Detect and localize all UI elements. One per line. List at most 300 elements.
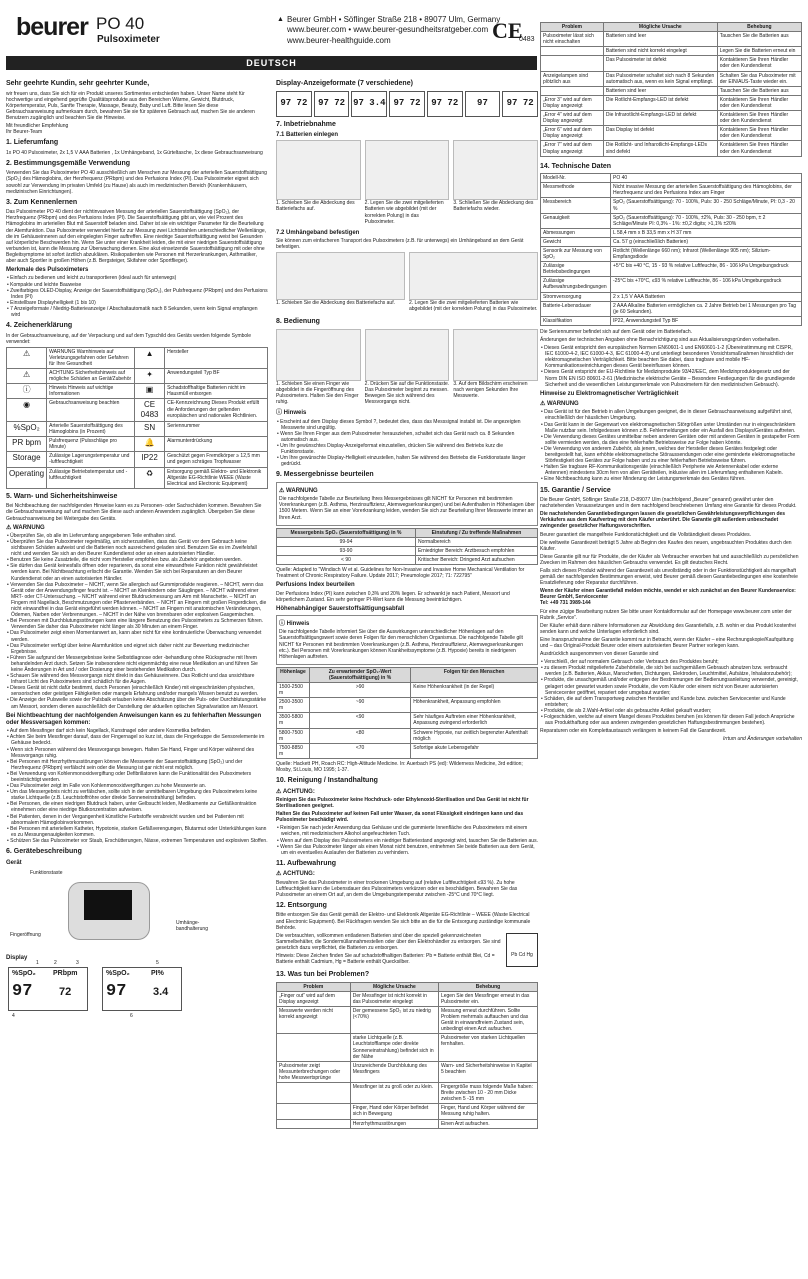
list-item: • 7 Anzeigeformate / Niedrig-Batterieanzeige / Abschaltautomatik nach 8 Sekunden, wenn kein Signal empfangen wird [6, 306, 268, 318]
column-header: Behebung [438, 982, 537, 991]
table-row [541, 71, 802, 86]
pi-title: Perfusions Index beurteilen [276, 582, 355, 589]
table-row [7, 467, 268, 488]
list-item: • Wenn Sie Ihren Finger aus dem Pulsoximeter herausziehen, schaltet sich das Gerät nach ca. 8 Sekunden automatisch aus. [276, 431, 538, 443]
column-header: Einstufung / Zu treffende Maßnahmen [415, 528, 537, 537]
table-cell: Das Display ist defekt [603, 126, 717, 141]
info-icon: ⓘ [276, 410, 284, 417]
table-row [541, 277, 802, 292]
symbol-icon: ✦ [135, 369, 165, 384]
column-header: Behebung [717, 23, 801, 32]
info-icon: ⓘ [279, 621, 287, 627]
table-cell: Pulsoximeter zeigt Messunterbrechungen oder hohe Messwertsprünge [277, 1061, 351, 1082]
list-item: • Einfach zu bedienen und leicht zu transportieren (ideal auch für unterwegs) [6, 275, 268, 281]
list-item: • Die Anzeige der Pulswelle sowie der Pulsbalk erlauben keine Abschätzung über die Puls- oder Durchblutungsstärke am Messort, sondern dienen ausschließlich der Darstellung der aktuellen optischen Signalvariation am Messort. [6, 697, 268, 709]
list-item: • Erscheint auf dem Display dieses Symbol ?, bedeutet dies, dass das Messsignal instabil ist. Die angezeigten Messwerte sind ungültig. [276, 419, 538, 431]
symbol-icon: ◉ [7, 399, 47, 422]
table-cell: 93-90 [277, 546, 416, 555]
table-cell: PO 40 [611, 174, 802, 183]
table-row [541, 32, 802, 47]
table-cell: Schadstoffhaltige Batterien nicht im Hausmüll entsorgen [165, 384, 268, 399]
list-item: • Dieses Gerät ist nicht dafür bestimmt, durch Personen (einschließlich Kinder) mit eingeschränkten physischen, sensorischen oder geistigen Fähigkeiten oder mangels Erfahrung und/oder mangels Wissen benutzt zu werden. [6, 685, 268, 697]
ce-number: 0483 [519, 36, 535, 43]
table-cell: <70 [309, 743, 410, 758]
s5-intro: Bei Nichtbeachtung der nachfolgenden Hinweise kann es zu Personen- oder Sachschäden kommen. Bewahren Sie die Gebrauchsanweisung auf und machen Sie diese auch anderen Anwendern zugänglich. Übergeben Sie diese Gebrauchsanweisung bei Weitergabe des Geräts. [6, 503, 262, 522]
table-cell: <80 [309, 728, 410, 743]
table-cell: 2 AAA Alkaline Batterien ermöglichen ca. 2 Jahre Betrieb bei 1 Messungen pro Tag (je 60 Sekunden). [611, 301, 802, 316]
table-row [7, 384, 268, 399]
table-cell: Normalbereich [415, 537, 537, 546]
s7-sub1: 7.1 Batterien einlegen [276, 132, 339, 139]
language-band: DEUTSCH [6, 56, 537, 70]
callout-4: 4 [12, 1013, 15, 1020]
warranty-p4: Die weltweite Garantiezeit beträgt 5 Jahre ab Beginn des Kaufes des neuen, ungebrauchten Produktes durch den Käufer. [540, 539, 792, 552]
altitude-table [276, 667, 538, 759]
table-row [277, 1119, 538, 1128]
table-cell: Ca. 57 g (einschließlich Batterien) [611, 237, 802, 246]
ce-mark: CE [492, 18, 523, 43]
table-cell: Zulässige Betriebsbedingungen [541, 262, 611, 277]
warranty-p10: Für eine zügige Bearbeitung nutzen Sie bitte unser Kontaktformular auf der Homepage www.beurer.com unter der Rubrik „Service“. [540, 608, 792, 621]
table-cell: Messwerte werden nicht korrekt angezeigt [277, 1007, 351, 1034]
table-row [277, 682, 538, 697]
table-cell: Die Rotlicht-Empfangs-LED ist defekt [603, 95, 717, 110]
table-cell: Arterielle Sauerstoffsättigung des Hämoglobins (in Prozent) [47, 421, 135, 436]
display-format: 97 72 [427, 91, 463, 117]
safety-list [6, 533, 268, 710]
table-row [541, 262, 802, 277]
display-format: 97 [465, 91, 501, 117]
list-item: • Sie dürfen das Gerät keinesfalls öffnen oder reparieren, da sonst eine einwandfreie Funktion nicht gewährleistet werden kann. Bei Nichtbeachtung erlischt die Garantie. Wenden Sie sich bei Reparaturen an den Beurer Kundendienst oder an einen autorisierten Händler. [6, 563, 268, 581]
table-row [277, 1104, 538, 1119]
list-item: • Folgeschäden, welche auf einem Mangel dieses Produktes beruhen (es können für diesen Fall jedoch Ansprüche aus Produkthaftung oder aus anderen zwingenden gesetzlichen Haftungsbestimmungen bestehen). [540, 714, 802, 726]
table-cell: Einen Arzt aufsuchen. [438, 1119, 537, 1128]
callout-3: 3 [76, 960, 79, 967]
lanyard-image-1 [276, 252, 405, 300]
s9-source: Quelle: Adapted to "Windisch W et al. Guidelines for Non-Invasive and Invasive Home Mechanical Ventilation for Treatment of Chronic Respiratory Failure. Update 2017; Pneumologie 2017; 71: 722795" [276, 567, 525, 580]
table-cell: „Error 7“ wird auf dem Display angezeigt [541, 141, 604, 156]
s11-warning: ⚠ ACHTUNG: [276, 871, 315, 878]
s9-warning: ⚠ WARNUNG Die nachfolgende Tabelle zur Beurteilung Ihres Messergebnisses gilt NICHT für Personen mit bestimmten Vorerkrankungen (z.B. Asthma, Herzinsuffizienz, Atemwegserkrankungen) und bei Aufenthalten in Höhenlagen über 1500 Metern. Wenn Sie an einer Vorerkrankung leiden, wenden Sie sich zur Beurteilung Ihrer Messwerte immer an Ihren Arzt. [276, 482, 538, 526]
op-image-1 [276, 329, 361, 381]
table-cell: Anwendungsteil Typ BF [165, 369, 268, 384]
symbol-icon: %SpO₂ [7, 421, 47, 436]
s14-after2: Änderungen der technischen Angaben ohne Benachrichtigung sind aus Aktualisierungsgründen vorbehalten. [540, 337, 780, 343]
list-item: • Wenn sich Personen während des Messvorgangs bewegen. Halten Sie Hand, Finger und Körper während des Messvorgangs ruhig. [6, 747, 268, 759]
warranty-p11: Der Käufer erhält dann nähere Informationen zur Abwicklung des Garantiefalls, z.B. wohin er das Produkt kostenfrei senden kann und welche Unterlagen erforderlich sind. [540, 622, 796, 635]
table-row [541, 141, 802, 156]
warranty-list [540, 659, 802, 726]
table-cell: -25°C bis +70°C, ≤93 % relative Luftfeuchte, 86 - 106 kPa Umgebungsdruck [611, 277, 802, 292]
s5-warning: ⚠ WARNUNG [6, 524, 45, 531]
list-item: • Bei Verwendung von Kohlenmonoxidvergiftung oder Defibrillatoren kann die Funktionalität des Pulsoximeters beeinträchtigt werden. [6, 771, 268, 783]
list-item: • Wenn Sie das Pulsoximeter länger als einen Monat nicht benutzen, entnehmen Sie beide Batterien aus dem Gerät, um ein eventuelles Auslaufen der Batterien zu verhindern. [276, 844, 538, 856]
list-item: • Das Pulsoximeter verfügt über keine Alarmfunktion und eignet sich daher nicht zur Bewertung medizinischer Ergebnisse. [6, 643, 268, 655]
s15-title: 15. Garantie / Service [540, 486, 611, 494]
table-cell: Fingergröße muss folgende Maße haben: Breite zwischen 10 - 20 mm Dicke zwischen 5 -15 mm [438, 1083, 537, 1104]
s7-text2: Sie können zum einfacheren Transport des Pulsoximeters (z.B. für unterwegs) ein Umhängeband an dem Gerät befestigen. [276, 238, 524, 251]
warning-icon: ⚠ [276, 871, 283, 878]
table-cell: Der Messfinger ist nicht korrekt in das Pulsoximeter eingelegt [350, 991, 438, 1006]
s7-sub2: 7.2 Umhängeband befestigen [276, 229, 360, 236]
table-cell: 7500-8850 m [277, 743, 310, 758]
table-cell [541, 56, 604, 71]
table-cell: Kontaktieren Sie Ihren Händler oder den Kundendienst [717, 141, 801, 156]
table-cell: ~90 [309, 698, 410, 713]
callout-2: 2 [54, 960, 57, 967]
s2-title: 2. Bestimmungsgemäße Verwendung [6, 159, 131, 167]
list-item: • Benutzen Sie keine Zusatzteile, die nicht vom Hersteller empfohlen bzw. als Zubehör angeboten werden. [6, 557, 268, 563]
list-item: • Um Ihr gewünschtes Display-Anzeigeformat einzustellen, drücken Sie während des Betriebs kurz die Funktionstaste. [276, 443, 538, 455]
table-cell: IP22, Anwendungsteil Typ BF [611, 316, 802, 325]
symbol-icon: IP22 [135, 452, 165, 467]
band-label: Umhänge-bandhalterung [176, 919, 208, 932]
table-row [541, 174, 802, 183]
list-item: • Das Pulsoximeter zeigt im Falle von Kohlenmonoxidvergiftungen zu hohe Messwerte an. [6, 783, 268, 789]
warranty-p12: Eine Inanspruchnahme der Garantie kommt nur in Betracht, wenn der Käufer – eine Rechnungskopie/Kaufquittung und – das Original-Produkt Beurer oder einem autorisierten Beurer Partner vorlegen kann. [540, 636, 794, 649]
battery-image-1 [276, 140, 361, 200]
table-cell: Unzureichende Durchblutung des Messfingers [350, 1061, 438, 1082]
table-cell: Finger, Hand und Körper während der Messung ruhig halten. [438, 1104, 537, 1119]
table-cell: Das Pulsoximeter schaltet sich nach 8 Sekunden automatisch aus, wenn es kein Signal empfängt. [603, 71, 717, 86]
list-item: • Kompakte und leichte Bauweise [6, 282, 268, 288]
table-cell: Hinweis Hinweis auf wichtige Informationen [47, 384, 135, 399]
table-row [7, 399, 268, 422]
s12-battery-block [276, 933, 538, 967]
spo2-label: %SpO₂ [12, 970, 36, 978]
table-cell: Tauschen Sie die Batterien aus [717, 32, 801, 47]
display-format: 97 72 [276, 91, 312, 117]
table-row [541, 183, 802, 198]
table-cell: Keine Höhenkrankheit (in der Regel) [411, 682, 538, 697]
s3-text: Das Pulsoximeter PO 40 dient der nichtinvasiven Messung der arteriellen Sauerstoffsättigung (SpO₂), der Herzfrequenz (PRbpm) und des Perfusions Index (PI). Die Sauerstoffsättigung gibt an, wie viel Prozent des Hämoglobins im arteriellen Blut mit Sauerstoff beladen sind. Daher ist sie ein wichtiger Parameter für die Beurteilung der Atemfunktion. Das Pulsoximeter verwendet hierfür zur Messung zwei Lichtstrahlen unterschiedlicher Wellenlänge, die im Gehäuseinneren auf den eingelegten Finger auftreffen. Eine niedrige Sauerstoffsättigung weist bei Gesunden auf körperliche Beschwerden hin. Wenn Sie unter einer Krankheit leiden, die mit einer niedrigen Sauerstoffsättigung verbunden ist, kann die Messung zur Überwachung dienen. Eine akut einsetzende Sauerstoffsättigung mit oder ohne Begleitsymptome ist sofort ärztlich abzuklären. Risikopatienten wie Personen mit Herzerkrankungen, Asthmatiker, aber auch Sportler in großen Höhen (z.B. Bergsteiger, Skifahrer oder Sportflieger). [6, 209, 267, 264]
table-row [541, 95, 802, 110]
table-cell: 1500-2500 m [277, 682, 310, 697]
symbol-icon: PR bpm [7, 437, 47, 452]
altitude-note-text: Die nachfolgende Tabelle informiert Sie über die Auswirkungen unterschiedlicher Höhenlagen auf den Sauerstoffsättigungswert sowie deren Folgen für den menschlichen Organismus. Die nachfolgende Tabelle gilt NICHT für Personen mit bestimmten Vorerkrankungen (z.B. Asthma, Herzinsuffizienz, Atemwegserkrankungen etc.). Bei Personen mit Vorerkrankungen können Krankheitssymptome (z.B. Hypoxie) bereits in niedrigeren Höhenlagen auftreten. [279, 629, 524, 660]
s12-title: 12. Entsorgung [276, 901, 327, 909]
column-header: Zu erwartender SpO₂-Wert (Sauerstoffsättigung) in % [309, 667, 410, 682]
finger-label: Fingeröffnung [10, 931, 41, 938]
list-item: • Dieses Gerät entspricht der EU-Richtlinie für Medizinprodukte 93/42/EEC, dem Medizinproduktegesetz und der Norm DIN EN ISO 80601-2-61 (Medizinische elektrische Geräte – Besondere Festlegungen für die grundlegende Sicherheit und die wesentlichen Leistungsmerkmale von Pulsoximetern für den medizinischen Gebrauch). [540, 369, 802, 387]
s4-title: 4. Zeichenerklärung [6, 322, 73, 330]
table-cell: Sensorik zur Messung von SpO₂ [541, 246, 611, 261]
s8-note: ⓘ Hinweis [276, 410, 307, 417]
list-item: • Produkte, die unsachgemäß und/oder entgegen der Bestimmungen der Bedienungsanleitung verwendet, gereinigt, gelagert oder gewartet wurden sowie Produkte, die vom Käufer oder einem nicht von Beurer autorisierten Servicecenter geöffnet, repariert oder umgebaut wurden; [540, 677, 802, 695]
table-row [277, 1034, 538, 1061]
list-item: • Dieses Gerät entspricht den europäischen Normen EN60601-1 und EN60601-1-2 (Übereinstimmung mit CISPR, IEC 61000-4-2, IEC 61000-4-3, IEC 61000-4-8) und unterliegt besonderen Vorsichtsmaßnahmen hinsichtlich der elektromagnetischen Verträglichkeit. Bitte beachten Sie dabei, dass tragbare und mobile HF-Kommunikationseinrichtungen dieses Gerät beeinflussen können. [540, 345, 802, 369]
spo2-table [276, 528, 538, 565]
lanyard-image-2 [409, 252, 538, 300]
table-cell: Batterien sind leer [603, 86, 717, 95]
table-cell: Batterien sind leer [603, 32, 717, 47]
warranty-p8: Beurer GmbH, Servicecenter [540, 594, 609, 601]
table-row [7, 369, 268, 384]
column-header: Mögliche Ursache [350, 982, 438, 991]
table-row [541, 47, 802, 56]
column-header: Mögliche Ursache [603, 23, 717, 32]
table-cell: Alarmunterdrückung [165, 437, 268, 452]
table-cell: Zulässige Lagerungstemperatur und -luftfeuchtigkeit [47, 452, 135, 467]
symbol-icon: ♻ [135, 467, 165, 488]
table-cell: Messung erneut durchführen. Sollte Problem mehrmals auftauchen und das Gerät in einwandfreiem Zustand sein, unbedingt einen Arzt aufsuchen. [438, 1007, 537, 1034]
symbol-icon: ⚠ [7, 369, 47, 384]
device-figure [6, 868, 268, 952]
list-item: • Um das Messergebnis nicht zu verfälschen, sollte sich in der unmittelbaren Umgebung des Pulsoximeters keine starke Lichtquelle (z.B. Leuchtstoffröhre oder direkte Sonneneinstrahlung) befinden. [6, 789, 268, 801]
s12-text2: Die verbrauchten, vollkommen entladenen Batterien sind über die speziell gekennzeichneten Sammelbehälter, die Sondermüllannahmestellen oder über den Elektrohändler zu entsorgen. Sie sind gesetzlich dazu verpflichtet, die Batterien zu entsorgen. [276, 932, 501, 951]
table-cell: Höhenkrankheit, Anpassung empfohlen [411, 698, 538, 713]
spo2-value: 97 [12, 982, 33, 1002]
column-header: Folgen für den Menschen [411, 667, 538, 682]
table-cell: Die Infrarotlicht-Empfangs-LED ist defekt [603, 111, 717, 126]
table-cell: Zulässige Aufbewahrungsbedingungen [541, 277, 611, 292]
spo2-value: 97 [106, 982, 127, 1002]
table-header-row [541, 23, 802, 32]
s2-text: Verwenden Sie das Pulsoximeter PO 40 ausschließlich am Menschen zur Messung der arteriellen Sauerstoffsättigung (SpO₂) des Hämoglobins, der Herzfrequenz (PRbpm) und des Perfusions Index (PI). Das Pulsoximeter eignet sich sowohl zur Verwendung im privaten Umfeld (zu Hause) als auch im medizinischen Bereich (Krankenhäusern, medizinischen Einrichtungen). [6, 170, 267, 195]
table-cell: Kontaktieren Sie Ihren Händler oder den Kundendienst [717, 111, 801, 126]
s6b-title: Display-Anzeigeformate (7 verschiedene) [276, 80, 413, 87]
list-item: • Eine Nichtbeachtung kann zu einer Minderung der Leistungsmerkmale des Gerätes führen. [540, 476, 802, 482]
table-cell [541, 86, 604, 95]
table-cell [277, 1034, 351, 1061]
table-cell: Messfinger ist zu groß oder zu klein. [350, 1083, 438, 1104]
list-item: • Führen Sie aufgrund der Messergebnisse keine Selbstdiagnose oder -behandlung ohne Rücksprache mit Ihrem behandelnden Arzt durch. Setzen Sie insbesondere nicht eigenmächtig eine neue Medikation an und führen Sie keine Änderungen in Art und / oder Dosierung einer bestehenden Medikation durch. [6, 655, 268, 673]
table-row [541, 126, 802, 141]
table-cell: Sofortige akute Lebensgefahr [411, 743, 538, 758]
list-item: • Einstellbare Displayhelligkeit (1 bis 10) [6, 300, 268, 306]
display-format: 97 72 [389, 91, 425, 117]
table-cell: „Error 3“ wird auf dem Display angezeigt [541, 95, 604, 110]
s14-title: 14. Technische Daten [540, 162, 612, 170]
warranty-p13: Ausdrücklich ausgenommen von dieser Garantie sind [540, 651, 659, 658]
table-cell: „Error 6“ wird auf dem Display angezeigt [541, 126, 604, 141]
intro-text: wir freuen uns, dass Sie sich für ein Produkt unseres Sortimentes entschieden haben. Unser Name steht für hochwertige und eingehend geprüfte Qualitätsprodukte aus den Bereichen Wärme, Gewicht, Blutdruck, Körpertemperatur, Puls, Sanfte Therapie, Massage, Beauty, Baby und Luft. Bitte lesen Sie diese Gebrauchsanweisung aufmerksam durch, bewahren Sie sie für späteren Gebrauch auf, machen Sie sie anderen Benutzern zugänglich und beachten Sie die Hinweise. [6, 90, 255, 121]
table-row [541, 316, 802, 325]
bin-icon: Pb Cd Hg [506, 933, 538, 967]
list-item: • Das Gerät kann in der Gegenwart von elektromagnetischen Störgrößen unter Umständen nur in eingeschränktem Maße nutzbar sein. Infolgedessen können z.B. Fehlermeldungen oder ein Ausfall des Displays/Gerätes auftreten. [540, 422, 802, 434]
format-strip [276, 91, 538, 117]
list-item: • Bei Personen mit arteriellem Katheter, Hypotonie, starken Gefäßverengungen, Blutarmut oder Unterkühlungen kann es zu Messungenauigkeiten kommen. [6, 826, 268, 838]
s8-title: 8. Bedienung [276, 318, 320, 326]
table-cell: SpO₂ (Sauerstoffsättigung): 70 - 100%, ±2%, Puls: 30 - 250 bpm, ± 2 Schläge/Minute PI: 0,3% - 1%: ±0,2 digits; >1,1% ±20% [611, 213, 802, 228]
table-cell: Das Pulsoximeter ist defekt [603, 56, 717, 71]
op-step-2: 2. Drücken Sie auf die Funktionstaste. Das Pulsoximeter beginnt zu messen. Bewegen Sie sich während des Messvorgangs nicht. [365, 329, 450, 407]
table-row [277, 1083, 538, 1104]
list-item: • Schäden, die auf dem Transportweg zwischen Hersteller und Kunde bzw. zwischen Servicecenter und Kunde entstehen; [540, 696, 802, 708]
warranty-p14: Reparaturen oder ein Komplettaustausch verlängern in keinem Fall die Garantiezeit. [540, 728, 727, 735]
emv-list [540, 409, 802, 482]
table-cell [277, 1119, 351, 1128]
device-screen [84, 890, 132, 920]
list-item: • Das Gerät ist für den Betrieb in allen Umgebungen geeignet, die in dieser Gebrauchsanweisung aufgeführt sind, einschließlich der häuslichen Umgebung. [540, 409, 802, 421]
table-cell: Gewicht [541, 237, 611, 246]
warranty-p2: Die nachstehenden Garantiebedingungen lassen die gesetzlichen Gewährleistungsverpflichtungen des Verkäufers aus dem Kaufvertrag mit dem Käufer unberührt. Die Garantie gilt außerdem unbeschadet zwingender gesetzlicher Haftungsvorschriften. [540, 511, 786, 530]
table-cell: Legen Sie den Messfinger erneut in das Pulsoximeter ein. [438, 991, 537, 1006]
s10-text1: Reinigen Sie das Pulsoximeter keine Hochdruck- oder Ethylenoxid-Sterilisation und Das Gerät ist nicht für Sterilisationen geeignet. [276, 796, 529, 810]
s11-text: Bewahren Sie das Pulsoximeter in einer trockenen Umgebung auf (relative Luftfeuchtigkeit ≤93 %). Zu hohe Luftfeuchtigkeit kann die Lebensdauer des Pulsoximeters verkürzen oder es beschädigen. Bewahren Sie das Pulsoximeter an einem Ort auf, an dem die Umgebungstemperatur zwischen -25°C und 70°C liegt. [276, 879, 518, 898]
table-cell: 2 x 1,5 V AAA Batterien [611, 292, 802, 301]
web-links: www.beurer.com • www.beurer-gesundheitsratgeber.com [287, 25, 489, 35]
list-item: • zu diesem Produkt mitgelieferte Zubehörteile, die sich bei sachgemäßem Gebrauch abnutzen bzw. verbraucht werden (z.B. Batterien, Akkus, Manschetten, Dichtungen, Elektroden, Leuchtmittel, Aufsätze, Inhalatorzubehör); [540, 665, 802, 677]
table-cell: Schalten Sie das Pulsoximeter mit der EIN/AUS-Taste wieder ein. [717, 71, 801, 86]
features-list [6, 275, 268, 318]
web-links-2: www.beurer-healthguide.com [287, 35, 391, 45]
s6-title: 6. Gerätebeschreibung [6, 848, 82, 856]
lanyard-step-2: 2. Legen Sie die zwei mitgelieferten Batterien wie abgebildet (mit der korrekten Polung) in das Pulsoximeter. [409, 252, 538, 314]
table-row [277, 555, 538, 564]
table-cell: Pulsoximeter lässt sich nicht einschalten [541, 32, 604, 47]
table-row [541, 111, 802, 126]
symbol-icon: Storage [7, 452, 47, 467]
pr-value: 72 [59, 986, 72, 999]
table-cell: Genauigkeit [541, 213, 611, 228]
display-format: 97 72 [314, 91, 350, 117]
battery-step-1: 1. Schieben Sie die Abdeckung des Batteriefachs auf. [276, 140, 361, 226]
op-step-3: 3. Auf dem Bildschirm erscheinen nach wenigen Sekunden Ihre Messwerte. [453, 329, 538, 407]
warranty-p1: Die Beurer GmbH, Söflinger Straße 218, D-89077 Ulm (nachfolgend „Beurer“ genannt) gewährt unter den nachstehenden Voraussetzungen und in dem nachfolgend beschriebenen Umfang eine Garantie für dieses Produkt. [540, 497, 797, 510]
battery-step-3: 3. Schließen Sie die Abdeckung des Batteriefachs wieder. [453, 140, 538, 226]
list-item: • Zweifarbiges OLED-Display, Anzeige der Sauerstoffsättigung (SpO₂), der Pulsfrequenz (PRbpm) und des Perfusions Index (PI) [6, 288, 268, 300]
s9-warning-text: Die nachfolgende Tabelle zur Beurteilung Ihres Messergebnisses gilt NICHT für Personen mit bestimmten Vorerkrankungen (z.B. Asthma, Herzinsuffizienz, Atemwegserkrankungen) und bei Aufenthalten in Höhenlagen über 1500 Metern. Wenn Sie an einer Vorerkrankung leiden, wenden Sie sich zur Beurteilung Ihrer Messwerte immer an Ihren Arzt. [279, 496, 535, 521]
display-screen-1 [8, 967, 88, 1011]
table-row [7, 437, 268, 452]
table-cell: Gebrauchsanweisung beachten [47, 399, 135, 422]
list-item: • Bei Personen mit Durchblutungsstörungen kann eine längere Benutzung des Pulsoximeters zu Schmerzen führen. Verwenden Sie daher das Pulsoximeter nicht länger als 30 Minuten an einem Finger. [6, 618, 268, 630]
table-cell: Kontaktieren Sie Ihren Händler oder den Kundendienst [717, 95, 801, 110]
table-row [277, 698, 538, 713]
column-header: Problem [541, 23, 604, 32]
table-cell [277, 1083, 351, 1104]
list-item: • Reinigen Sie nach jeder Anwendung das Gehäuse und die gummierte Innenfläche des Pulsoximeters mit einem weichen, mit medizinischem Alkohol angefeuchteten Tuch. [276, 825, 538, 837]
table-cell: Sehr häufiges Auftreten einer Höhenkrankheit, Anpassung zwingend erforderlich [411, 713, 538, 728]
warranty-p6: Falls sich dieses Produkt während der Garantiezeit als unvollständig oder in der Funktionstüchtigkeit als mangelhaft gemäß der nachfolgenden Bestimmungen erweist, wird Beurer gemäß diesen Garantiebedingungen eine kostenfreie Ersatzlieferung oder Reparatur durchführen. [540, 567, 798, 587]
table-cell: Der gemessene SpO₂ ist zu niedrig (<70%) [350, 1007, 438, 1034]
table-cell: Tauschen Sie die Batterien aus [717, 86, 801, 95]
table-cell: Batterien sind nicht korrekt eingelegt [603, 47, 717, 56]
display-format: 97 72 [502, 91, 538, 117]
symbol-icon: ▣ [135, 384, 165, 399]
intro-sign: Ihr Beurer-Team [6, 129, 43, 136]
brand-logo: beurer [16, 13, 88, 41]
table-cell: Schwere Hypoxie, nur zeitlich begrenzter Aufenthalt möglich [411, 728, 538, 743]
table-cell: Messbereich [541, 198, 611, 213]
list-item: • Um Ihre gewünschte Display-Helligkeit einzustellen, halten Sie während des Betriebs die Funktionstaste länger gedrückt. [276, 455, 538, 467]
lanyard-step-1: 1. Schieben Sie die Abdeckung des Batteriefachs auf. [276, 252, 405, 314]
measurement-list [6, 728, 268, 844]
s13-title: 13. Was tun bei Problemen? [276, 971, 370, 979]
table-row [277, 537, 538, 546]
column-3 [540, 22, 802, 1276]
symbol-icon: SN [135, 421, 165, 436]
s3-title: 3. Zum Kennenlernen [6, 198, 78, 206]
column-1 [6, 74, 268, 1274]
table-row [541, 56, 802, 71]
s7-title: 7. Inbetriebnahme [276, 120, 336, 128]
symbol-icon: CE 0483 [135, 399, 165, 422]
table-cell: 2500-3500 m [277, 698, 310, 713]
pi-value: 3.4 [153, 986, 169, 999]
table-cell: „Finger out“ wird auf dem Display angezeigt [277, 991, 351, 1006]
battery-image-2 [365, 140, 450, 200]
table-cell: < 90 [277, 555, 416, 564]
table-cell: Kontaktieren Sie Ihren Händler oder den Kundendienst [717, 56, 801, 71]
table-cell: Abmessungen [541, 228, 611, 237]
warranty-p7: Wenn der Käufer einen Garantiefall melden möchte, wendet er sich zunächst an den Beurer Kundenservice: [540, 588, 796, 595]
s14-list [540, 345, 802, 388]
table-row [277, 743, 538, 758]
table-cell: Legen Sie die Batterien erneut ein [717, 47, 801, 56]
list-item: • Produkte, die als 2.Wahl-Artikel oder als gebrauchte Artikel gekauft wurden; [540, 708, 802, 714]
tech-table [540, 173, 802, 326]
list-item: • Achten Sie beim Messfinger darauf, dass der Fingernagel so kurz ist, dass die Fingerkuppe die Sensorelemente im Gehäuse bedeckt. [6, 734, 268, 746]
table-cell: Klassifikation [541, 316, 611, 325]
table-row [541, 198, 802, 213]
table-cell: Die Rotlicht- und Infrarotlicht-Empfangs-LEDs sind defekt [603, 141, 717, 156]
table-cell: SpO₂ (Sauerstoffsättigung): 70 - 100%, Puls: 30 - 250 Schläge/Minute, PI: 0,3 - 20 % [611, 198, 802, 213]
problems-table-2 [540, 22, 802, 157]
list-item: • Überprüfen Sie, ob alle im Lieferumfang angegebenen Teile enthalten sind. [6, 533, 268, 539]
symbol-icon: ▲ [135, 347, 165, 368]
warranty-p3: Beurer garantiert die mangelfreie Funktionstüchtigkeit und die Vollständigkeit dieses Produktes. [540, 531, 751, 538]
table-cell: Pulsfrequenz (Pulsschläge pro Minute) [47, 437, 135, 452]
table-header-row [277, 528, 538, 537]
table-cell: Pulsoximeter von starken Lichtquellen fernhalten. [438, 1034, 537, 1061]
list-item: • Wenn auf dem Display des Pulsoximeters ein niedriger Batteriestand angezeigt wird, tauschen Sie die Batterien aus. [276, 838, 538, 844]
s10-text2: Halten Sie das Pulsoximeter auf keinen Fall unter Wasser, da sonst Flüssigkeit eindringen kann und das Pulsoximeter beschädigt wird. [276, 811, 524, 824]
table-row [7, 452, 268, 467]
company-address: Beurer GmbH • Söflinger Straße 218 • 89077 Ulm, Germany [287, 15, 501, 24]
s14-after: Die Seriennummer befindet sich auf dem Gerät oder im Batteriefach. [540, 328, 693, 335]
list-item: • Schauen Sie während des Messvorgangs nicht direkt in das Gehäuseinnere. Das Rotlicht und das unsichtbare Infrarot Licht des Pulsoximeters sind schädlich für die Augen. [6, 673, 268, 685]
table-cell: starke Lichtquelle (z.B. Leuchtstofflampe oder direkte Sonneneinstrahlung) befindet sich in der Nähe [350, 1034, 438, 1061]
table-cell: WARNUNG Warnhinweis auf Verletzungsgefahren oder Gefahren für Ihre Gesundheit [47, 347, 135, 368]
list-item: • Die Verwendung von anderem Zubehör, als jenem, welches der Hersteller dieses Gerätes festgelegt oder bereitgestellt hat, kann erhöhte elektromagnetische Störaussendungen oder eine geminderte elektromagnetische Störfestigkeit des Gerätes zur Folge haben und zu einer fehlerhaften Betriebsweise führen. [540, 446, 802, 464]
callout-6: 6 [130, 1013, 133, 1020]
op-image-2 [365, 329, 450, 381]
display-figure [6, 960, 268, 1023]
column-2 [276, 74, 538, 1274]
s11-title: 11. Aufbewahrung [276, 859, 337, 867]
table-cell: Batterie-Lebensdauer [541, 301, 611, 316]
op-image-3 [453, 329, 538, 381]
s5-title: 5. Warn- und Sicherheitshinweise [6, 492, 118, 500]
warning-icon: ⚠ [6, 524, 14, 531]
table-cell: Stromversorgung [541, 292, 611, 301]
warranty-footer: Irrtum und Änderungen vorbehalten [723, 736, 802, 743]
table-cell: Finger, Hand oder Körper befindet sich in Bewegung [350, 1104, 438, 1119]
warranty-p5: Diese Garantie gilt nur für Produkte, die der Käufer als Verbraucher erworben hat und ausschließlich zu persönlichen Zwecken im Rahmen des häuslichen Gebrauchs verwendet. Es gilt deutsches Recht. [540, 553, 799, 566]
warning-icon: ⚠ [540, 401, 548, 408]
warning-icon: ⚠ [279, 487, 287, 494]
table-cell: Rotlicht (Wellenlänge 660 nm); Infrarot (Wellenlänge 905 nm); Silizium-Empfangsdiode [611, 246, 802, 261]
table-cell: ACHTUNG Sicherheitshinweis auf mögliche Schäden an Gerät/Zubehör [47, 369, 135, 384]
list-item: • Halten Sie tragbare RF-Kommunikationsgeräte (einschließlich Peripherie wie Antennenkabel oder externe Antennen) mindestens 30cm fern von allen Gerätteilen, inklusive allen im Lieferumfang enthaltenen Kabeln. [540, 464, 802, 476]
s5b-title: Bei Nichtbeachtung der nachfolgenden Anweisungen kann es zu fehlerhaften Messungen oder Messversagen kommen: [6, 712, 262, 726]
table-row [7, 421, 268, 436]
emv-title: Hinweise zu Elektromagnetischer Verträglichkeit [540, 390, 679, 397]
table-row [277, 1061, 538, 1082]
s10-title: 10. Reinigung / Instandhaltung [276, 777, 378, 785]
table-cell: Seriennummer [165, 421, 268, 436]
table-cell: L 58,4 mm x B 33,5 mm x H 37 mm [611, 228, 802, 237]
factory-icon: ▲ [277, 16, 284, 23]
symbol-icon: ⚠ [7, 347, 47, 368]
column-header: Problem [277, 982, 351, 991]
altitude-title: Höhenabhängiger Sauerstoffsättigungsabfall [276, 605, 405, 612]
intro-title: Sehr geehrte Kundin, sehr geehrter Kunde, [6, 80, 150, 87]
table-cell: >90 [309, 682, 410, 697]
display-screen-2 [102, 967, 182, 1011]
